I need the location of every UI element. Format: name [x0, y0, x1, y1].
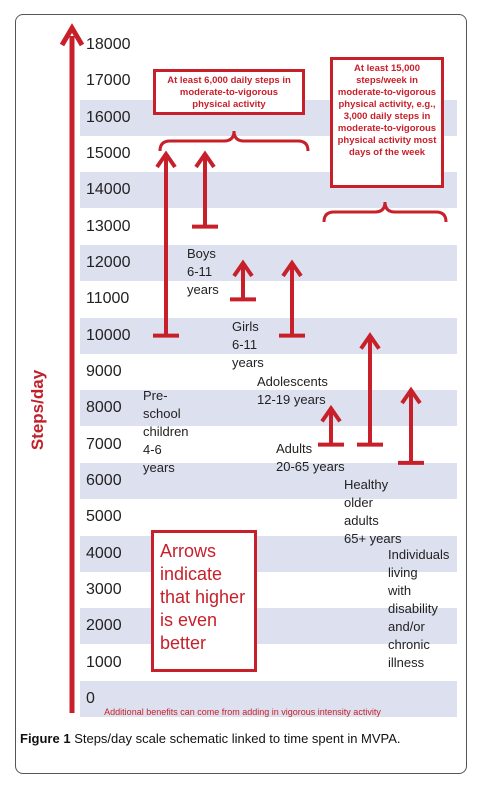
y-axis-label: Steps/day: [28, 369, 47, 451]
figure-caption: [20, 730, 460, 747]
y-tick-label: 17000: [86, 72, 131, 90]
group-label: Adults 20-65 years: [276, 441, 345, 474]
brace-children: [160, 131, 308, 151]
y-tick-label: 16000: [86, 108, 131, 126]
y-tick-label: 14000: [86, 181, 131, 199]
y-tick-label: 11000: [86, 290, 130, 308]
brace-adults: [324, 202, 446, 222]
group-label: Adolescents 12-19 years: [257, 374, 328, 407]
vigorous-activity-note: Additional benefits can come from adding in vigorous intensity activity: [104, 707, 381, 717]
y-tick-label: 12000: [86, 254, 131, 271]
callout-adults: At least 15,000 steps/week in moderate-to-vigorous physical activity, e.g., 3,000 daily steps in moderate-to-vigorous physical activity most days of the week: [330, 57, 444, 188]
group-label: Healthy older adults 65+ years: [344, 477, 402, 546]
group-label: Girls 6-11 years: [232, 319, 264, 370]
y-tick-label: 10000: [86, 326, 131, 344]
y-tick-label: 7000: [86, 435, 122, 453]
caption-label: Figure 1: [20, 731, 71, 746]
y-tick-label: 9000: [86, 363, 122, 380]
y-tick-label: 18000: [86, 36, 131, 53]
y-tick-label: 2000: [86, 617, 122, 635]
y-tick-label: 15000: [86, 145, 131, 162]
y-tick-label: 8000: [86, 399, 122, 417]
callout-children: At least 6,000 daily steps in moderate-to-vigorous physical activity: [153, 69, 305, 115]
caption-text: Steps/day scale schematic linked to time spent in MVPA.: [70, 731, 401, 746]
y-tick-label: 13000: [86, 217, 131, 235]
y-tick-label: 3000: [86, 581, 122, 598]
group-label: Pre- school children 4-6 years: [143, 388, 189, 475]
group-label: Individuals living with disability and/or chronic illness: [388, 547, 450, 670]
y-tick-label: 6000: [86, 472, 122, 489]
y-tick-label: 0: [86, 690, 95, 707]
y-tick-label: 5000: [86, 508, 122, 526]
y-tick-label: 1000: [86, 653, 122, 671]
group-label: Boys 6-11 years: [187, 246, 219, 297]
arrows-note: Arrows indicate that higher is even better: [151, 530, 257, 672]
y-tick-label: 4000: [86, 544, 122, 562]
